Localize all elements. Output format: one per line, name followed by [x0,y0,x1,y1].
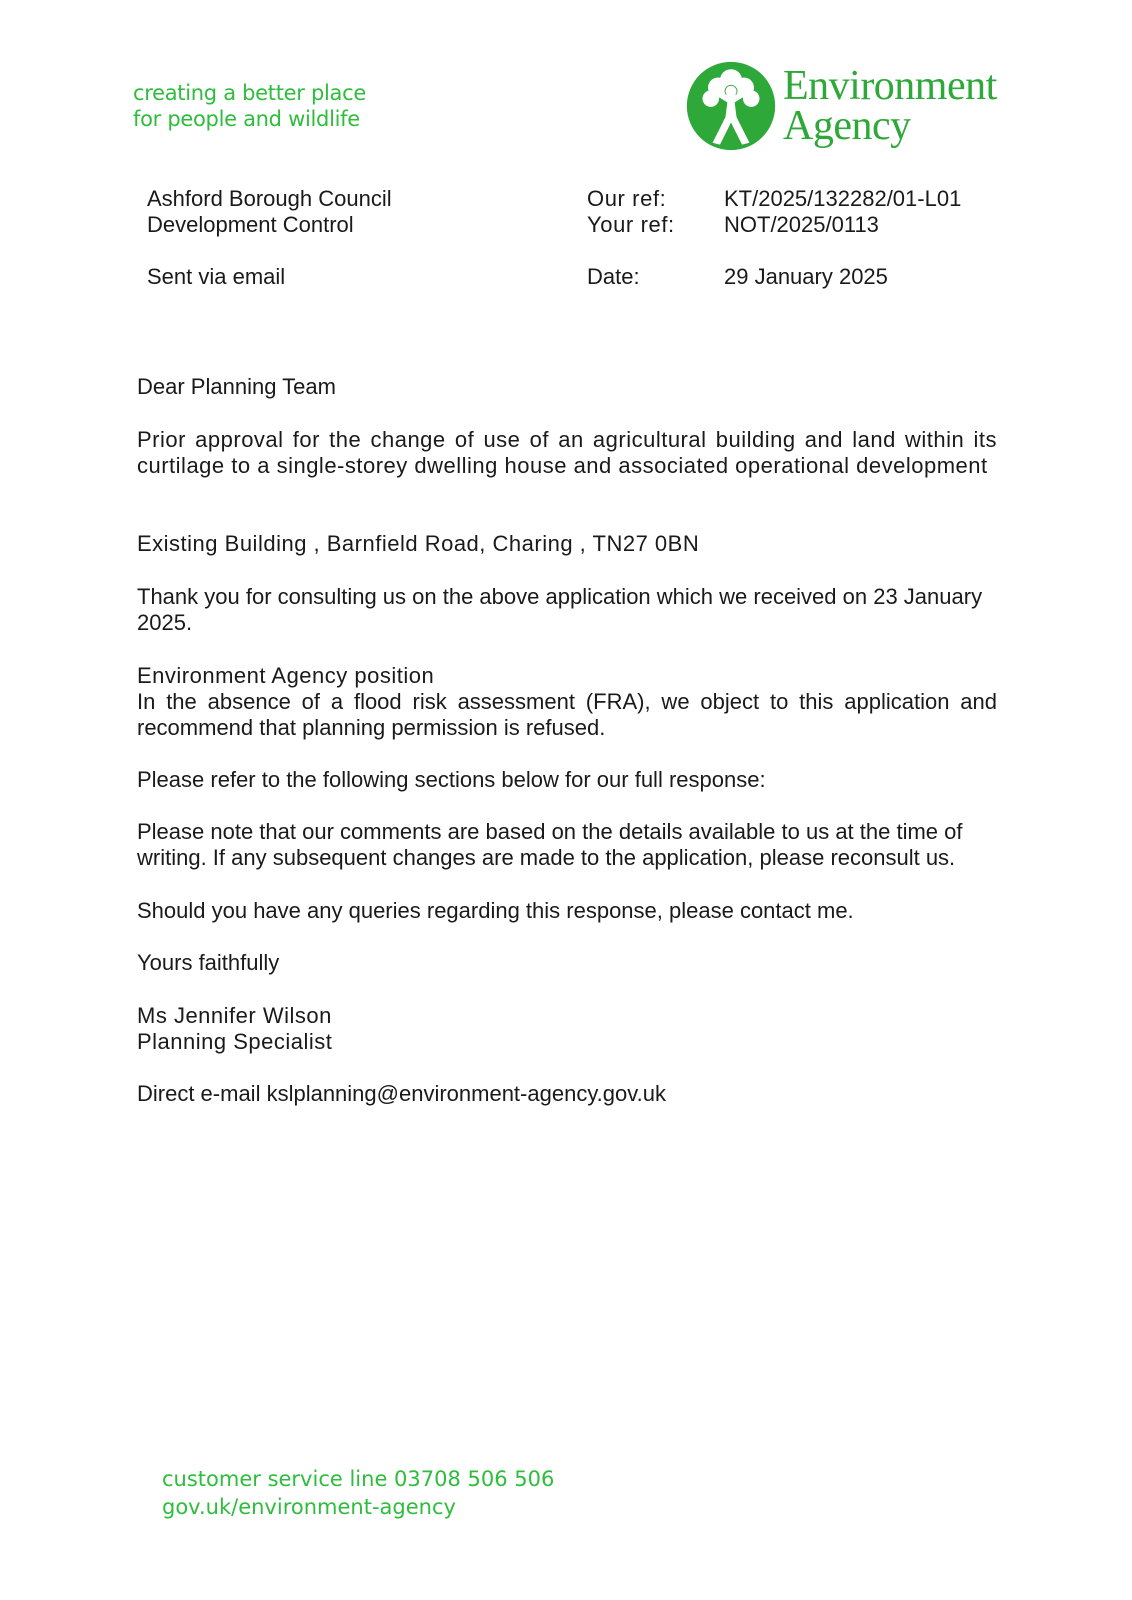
date-label: Date: [587,264,640,289]
direct-email: Direct e-mail kslplanning@environment-agency.gov.uk [137,1081,666,1106]
note-paragraph: Please note that our comments are based on the details available to us at the time of writing. If any subsequent changes are made to the application, please reconsult us. [137,819,963,870]
addressee-line-1: Ashford Borough Council [147,186,392,211]
site-address: Existing Building , Barnfield Road, Charing , TN27 0BN [137,531,700,556]
tagline-line-1: creating a better place [133,81,366,105]
signer-name: Ms Jennifer Wilson [137,1003,332,1028]
your-ref-value: NOT/2025/0113 [724,212,879,237]
logo-word-environment: Environment [783,63,997,109]
logo-wordmark [783,63,997,149]
footer-web: gov.uk/environment-agency [162,1495,456,1519]
tagline-line-2: for people and wildlife [133,107,360,131]
footer-contact [162,1465,554,1521]
subject: Prior approval for the change of use of an agricultural building and land within its curtilage to a single-storey dwelling house and associated operational development [137,427,997,478]
your-ref-label: Your ref: [587,212,675,237]
salutation: Dear Planning Team [137,374,336,399]
tree-figure-logo-icon [685,60,777,152]
signoff: Yours faithfully [137,950,280,975]
position-text: In the absence of a flood risk assessment (FRA), we object to this application and recommend that planning permission is refused. [137,689,997,740]
refer-paragraph: Please refer to the following sections below for our full response: [137,767,766,792]
tagline [133,80,366,132]
signer-title: Planning Specialist [137,1029,333,1054]
environment-agency-logo [685,58,1025,154]
thanks-paragraph: Thank you for consulting us on the above application which we received on 23 January 2025. [137,584,983,635]
sent-via: Sent via email [147,264,286,289]
logo-word-agency: Agency [783,103,911,149]
footer-phone: customer service line 03708 506 506 [162,1467,555,1491]
position-heading: Environment Agency position [137,663,435,688]
addressee-line-2: Development Control [147,212,354,237]
our-ref-value: KT/2025/132282/01-L01 [724,186,962,211]
our-ref-label: Our ref: [587,186,667,211]
date-value: 29 January 2025 [724,264,888,289]
queries-paragraph: Should you have any queries regarding this response, please contact me. [137,898,854,923]
